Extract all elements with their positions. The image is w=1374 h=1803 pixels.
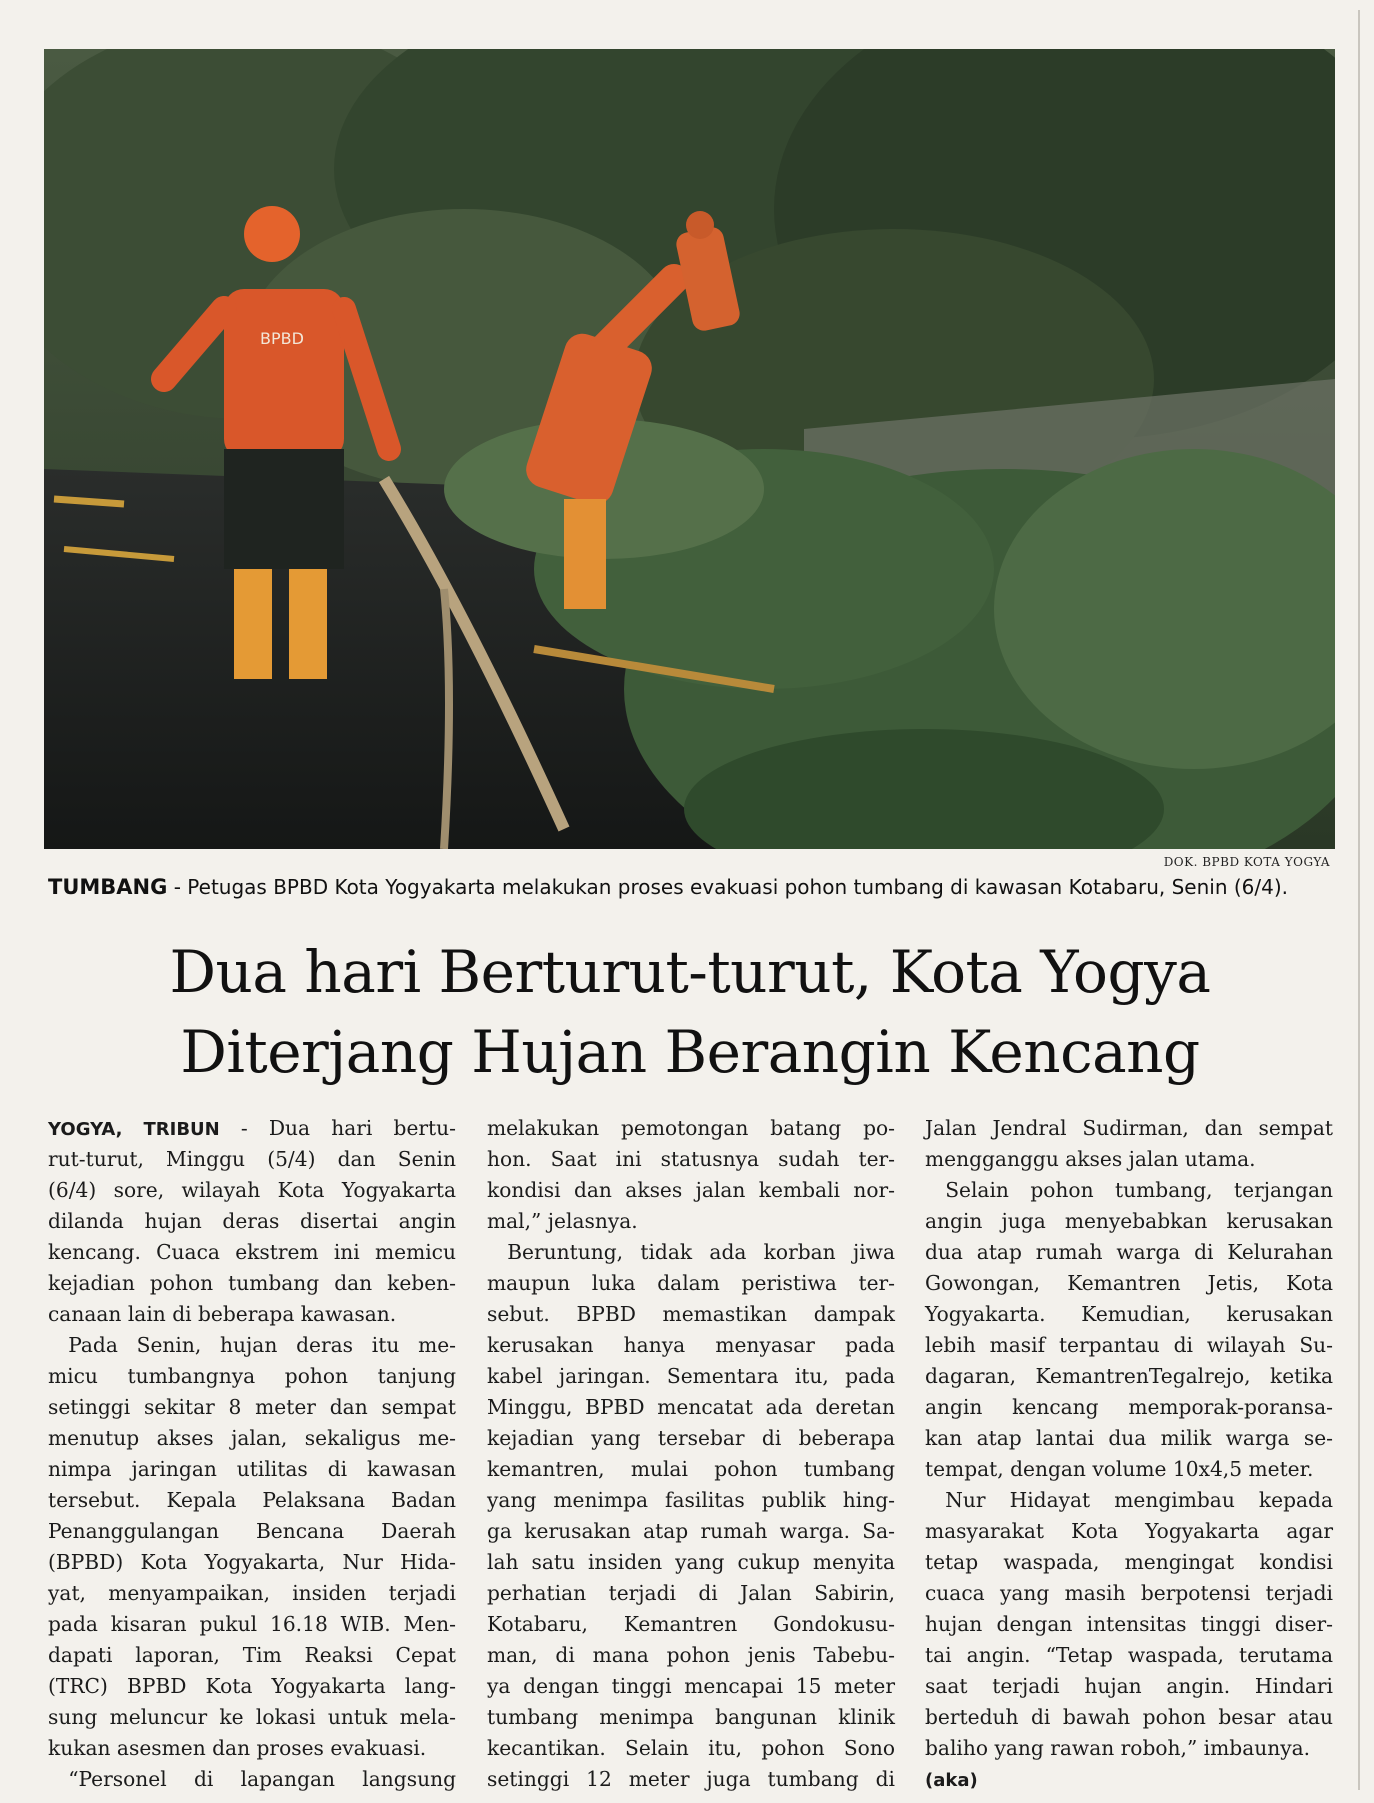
article-line: perhatian terjadi di Jalan Sabirin, [487, 1581, 895, 1605]
article-line: Selain pohon tumbang, terjangan [925, 1178, 1333, 1202]
article-line: Yogyakarta. Kemudian, kerusakan [925, 1302, 1333, 1326]
article-line: Gowongan, Kemantren Jetis, Kota [925, 1271, 1333, 1295]
article-line: kerusakan hanya menyasar pada [487, 1333, 895, 1357]
photo-credit: DOK. BPBD KOTA YOGYA [1163, 855, 1330, 869]
article-line: berteduh di bawah pohon besar atau [925, 1705, 1333, 1729]
article-line: (BPBD) Kota Yogyakarta, Nur Hida- [48, 1550, 456, 1574]
article-line: tumbang menimpa bangunan klinik [487, 1705, 895, 1729]
article-line: kan atap lantai dua milik warga se- [925, 1426, 1333, 1450]
article-line: hon. Saat ini statusnya sudah ter- [487, 1147, 895, 1171]
article-line: (TRC) BPBD Kota Yogyakarta lang- [48, 1674, 456, 1698]
article-line: ya dengan tinggi mencapai 15 meter [487, 1674, 895, 1698]
article-line: kejadian yang tersebar di beberapa [487, 1426, 895, 1450]
article-line: kejadian pohon tumbang dan keben- [48, 1271, 456, 1295]
article-line: tai angin. “Tetap waspada, terutama [925, 1643, 1333, 1667]
article-line: kabel jaringan. Sementara itu, pada [487, 1364, 895, 1388]
article-line: maupun luka dalam peristiwa ter- [487, 1271, 895, 1295]
article-line: “Personel di lapangan langsung [48, 1767, 456, 1791]
article-line: angin kencang memporak-poransa- [925, 1395, 1333, 1419]
article-line: kemantren, mulai pohon tumbang [487, 1457, 895, 1481]
article-line: cuaca yang masih berpotensi terjadi [925, 1581, 1333, 1605]
article-line: mal,” jelasnya. [487, 1209, 638, 1233]
article-line: dilanda hujan deras disertai angin [48, 1209, 456, 1233]
article-column-3 [925, 1113, 1333, 1795]
article-line: kukan asesmen dan proses evakuasi. [48, 1736, 427, 1760]
article-line: melakukan pemotongan batang po- [487, 1116, 895, 1140]
article-line: tempat, dengan volume 10x4,5 meter. [925, 1457, 1314, 1481]
article-line: yang menimpa fasilitas publik hing- [487, 1488, 895, 1512]
dateline: YOGYA, TRIBUN [48, 1119, 220, 1140]
article-line: pada kisaran pukul 16.18 WIB. Men- [48, 1612, 456, 1636]
article-line: Pada Senin, hujan deras itu me- [48, 1333, 456, 1357]
article-line: ga kerusakan atap rumah warga. Sa- [487, 1519, 895, 1543]
article-line: dua atap rumah warga di Kelurahan [925, 1240, 1333, 1264]
article-line: kondisi dan akses jalan kembali nor- [487, 1178, 895, 1202]
article-line: nimpa jaringan utilitas di kawasan [48, 1457, 456, 1481]
article-line: man, di mana pohon jenis Tabebu- [487, 1643, 895, 1667]
article-line: Nur Hidayat mengimbau kepada [925, 1488, 1333, 1512]
article-line [925, 1764, 1333, 1795]
headline-line-2: Diterjang Hujan Berangin Kencang [180, 1018, 1200, 1086]
article-line: micu tumbangnya pohon tanjung [48, 1364, 456, 1388]
article-line: kecantikan. Selain itu, pohon Sono [487, 1736, 895, 1760]
news-photo [44, 49, 1335, 849]
article-line: YOGYA, TRIBUN - Dua hari bertu- [48, 1116, 456, 1140]
article-line: lah satu insiden yang cukup menyita [487, 1550, 895, 1574]
article-line: setinggi sekitar 8 meter dan sempat [48, 1395, 456, 1419]
article-line: rut-turut, Minggu (5/4) dan Senin [48, 1147, 456, 1171]
photo-caption [48, 874, 1338, 900]
article-line: sebut. BPBD memastikan dampak [487, 1302, 895, 1326]
author-signature: (aka) [925, 1770, 978, 1791]
article-line: dapati laporan, Tim Reaksi Cepat [48, 1643, 456, 1667]
article-line: menutup akses jalan, sekaligus me- [48, 1426, 456, 1450]
headline [40, 932, 1340, 1092]
article-line: Kotabaru, Kemantren Gondokusu- [487, 1612, 895, 1636]
article-line: Jalan Jendral Sudirman, dan sempat [925, 1116, 1333, 1140]
article-line: mengganggu akses jalan utama. [925, 1147, 1256, 1171]
vest-text: BPBD [260, 329, 304, 348]
article-line: sung meluncur ke lokasi untuk mela- [48, 1705, 456, 1729]
article-line: Penanggulangan Bencana Daerah [48, 1519, 456, 1543]
article-line: tersebut. Kepala Pelaksana Badan [48, 1488, 456, 1512]
article-line: masyarakat Kota Yogyakarta agar [925, 1519, 1333, 1543]
article-line: kencang. Cuaca ekstrem ini memicu [48, 1240, 456, 1264]
article-line: setinggi 12 meter juga tumbang di [487, 1767, 895, 1791]
article-column-2 [487, 1113, 895, 1795]
headline-line-1: Dua hari Berturut-turut, Kota Yogya [169, 938, 1211, 1006]
article-line: tetap waspada, mengingat kondisi [925, 1550, 1333, 1574]
article-column-1 [48, 1113, 456, 1795]
article-line: hujan dengan intensitas tinggi diser- [925, 1612, 1333, 1636]
page-edge [1358, 10, 1360, 1790]
caption-text: - Petugas BPBD Kota Yogyakarta melakukan proses evakuasi pohon tumbang di kawasan Kotabaru, Senin (6/4). [167, 875, 1289, 899]
article-line: canaan lain di beberapa kawasan. [48, 1302, 397, 1326]
article-line: lebih masif terpantau di wilayah Su- [925, 1333, 1333, 1357]
article-line: Beruntung, tidak ada korban jiwa [487, 1240, 895, 1264]
article-line: Minggu, BPBD mencatat ada deretan [487, 1395, 895, 1419]
article-line: angin juga menyebabkan kerusakan [925, 1209, 1333, 1233]
article-line: dagaran, KemantrenTegalrejo, ketika [925, 1364, 1333, 1388]
article-line: baliho yang rawan roboh,” imbaunya. [925, 1736, 1311, 1760]
article-line: (6/4) sore, wilayah Kota Yogyakarta [48, 1178, 456, 1202]
caption-kicker: TUMBANG [48, 875, 168, 899]
article-line: saat terjadi hujan angin. Hindari [925, 1674, 1333, 1698]
article-line: yat, menyampaikan, insiden terjadi [48, 1581, 456, 1605]
